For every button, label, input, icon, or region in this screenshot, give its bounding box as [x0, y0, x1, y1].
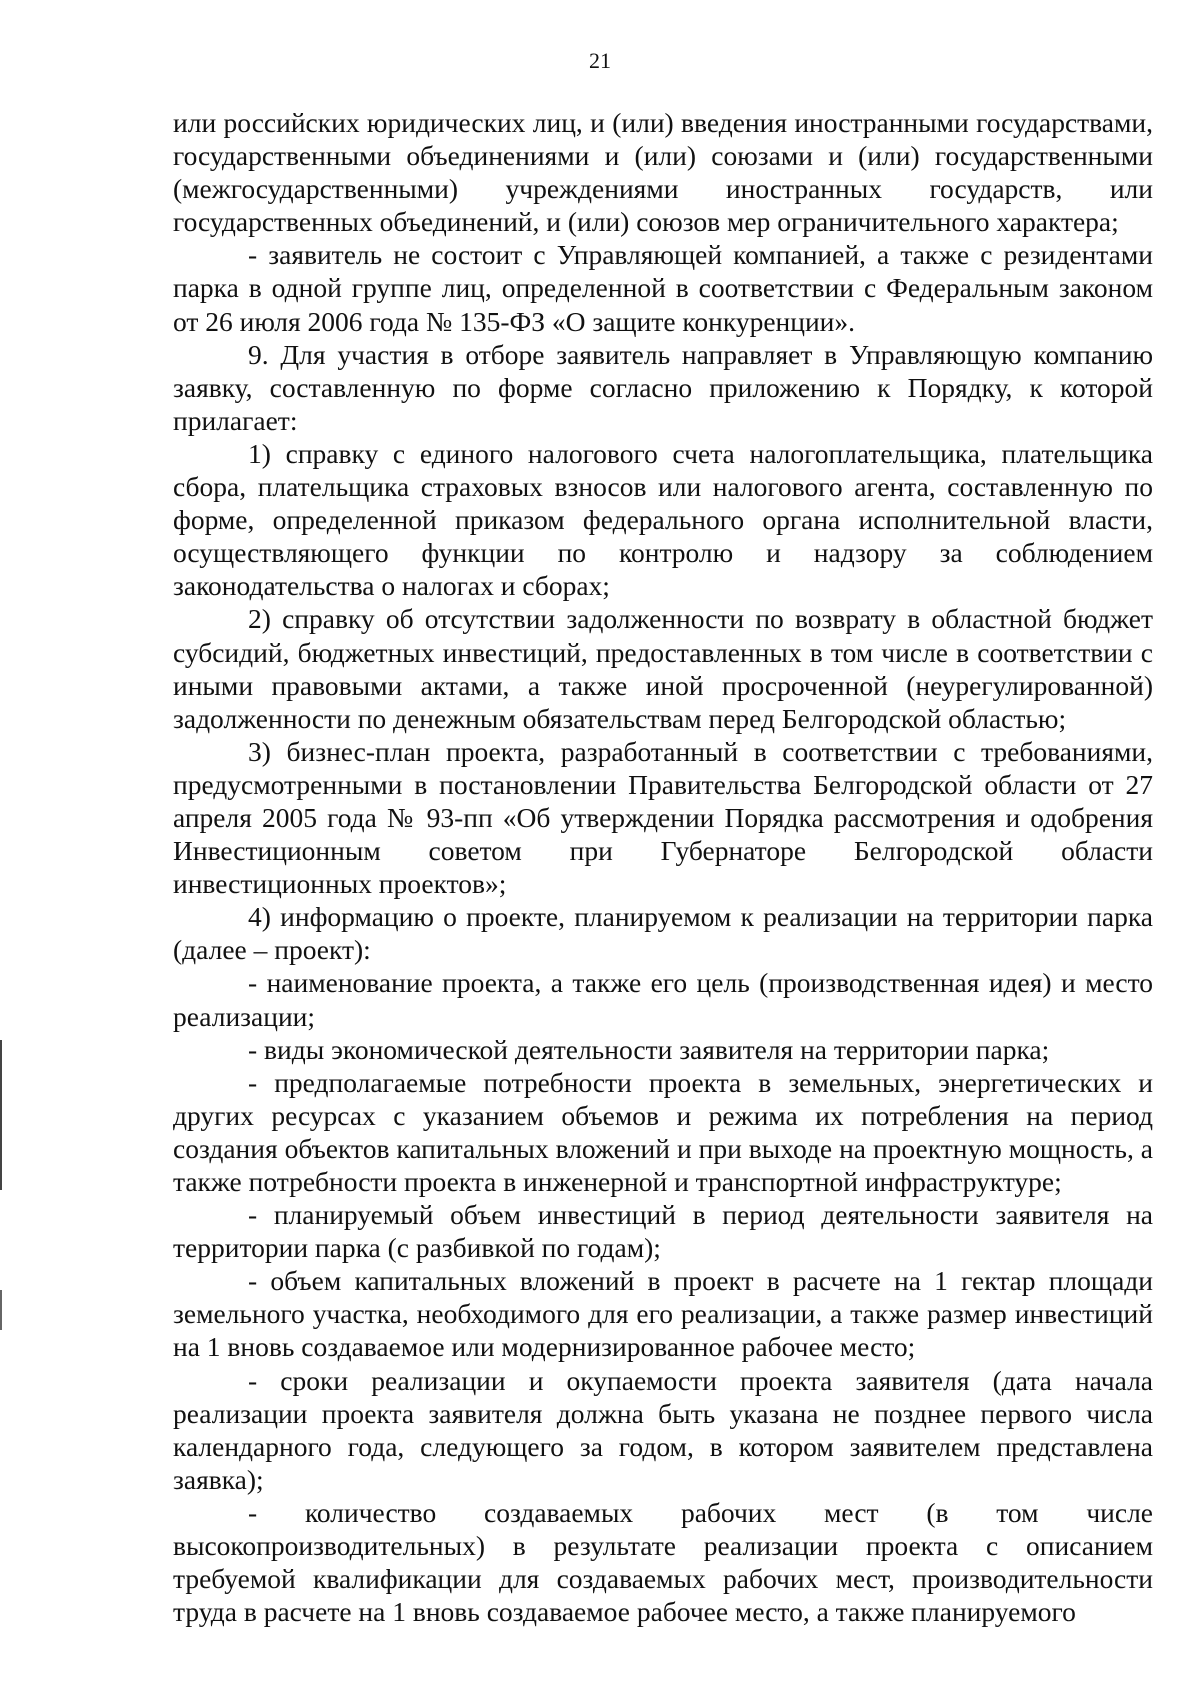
paragraph: 3) бизнес-план проекта, разработанный в соответствии с требованиями, предусмотренными в постановлении Правительства Белгородской области от 27 апреля 2005 года № 93-пп «Об утверждении Порядка рассмотрения и одобрения Инвестиционным советом при Губернаторе Белгородской области инвестиционных проектов»; — [173, 735, 1153, 900]
page-number: 21 — [589, 48, 611, 73]
scan-edge-line — [0, 1290, 2, 1330]
scan-edge-line — [0, 1040, 2, 1190]
paragraph: - сроки реализации и окупаемости проекта заявителя (дата начала реализации проекта заявителя должна быть указана не позднее первого числа календарного года, следующего за годом, в котором заявителем представлена заявка); — [173, 1364, 1153, 1495]
paragraph: 1) справку с единого налогового счета налогоплательщика, плательщика сбора, плательщика страховых взносов или налогового агента, составленную по форме, определенной приказом федерального органа исполнительной власти, осуществляющего функции по контролю и надзору за соблюдением законодательства о налогах и сборах; — [173, 437, 1153, 602]
paragraph: 4) информацию о проекте, планируемом к реализации на территории парка (далее – проект): — [173, 901, 1153, 966]
paragraph: - наименование проекта, а также его цель (производственная идея) и место реализации; — [173, 967, 1153, 1032]
paragraph: - виды экономической деятельности заявителя на территории парка; — [248, 1033, 1050, 1065]
paragraph: - объем капитальных вложений в проект в расчете на 1 гектар площади земельного участка, необходимого для его реализации, а также размер инвестиций на 1 вновь создаваемое или модернизированное рабочее место; — [173, 1265, 1153, 1363]
paragraph: - планируемый объем инвестиций в период деятельности заявителя на территории парка (с разбивкой по годам); — [173, 1199, 1153, 1264]
paragraph: 2) справку об отсутствии задолженности по возврату в областной бюджет субсидий, бюджетных инвестиций, предоставленных в том числе в соответствии с иными правовыми актами, а также иной просроченной (неурегулированной) задолженности по денежным обязательствам перед Белгородской областью; — [173, 603, 1153, 734]
paragraph: 9. Для участия в отборе заявитель направляет в Управляющую компанию заявку, составленную по форме согласно приложению к Порядку, к которой прилагает: — [173, 338, 1153, 436]
paragraph: - предполагаемые потребности проекта в земельных, энергетических и других ресурсах с указанием объемов и режима их потребления на период создания объектов капитальных вложений и при выходе на проектную мощность, а также потребности проекта в инженерной и транспортной инфраструктуре; — [173, 1066, 1153, 1197]
paragraph: или российских юридических лиц, и (или) введения иностранными государствами, государственными объединениями и (или) союзами и (или) государственными (межгосударственными) учреждениями иностранных государств, или государственных объединений, и (или) союзов мер ограничительного характера; — [173, 107, 1153, 238]
paragraph: - заявитель не состоит с Управляющей компанией, а также с резидентами парка в одной группе лиц, определенной в соответствии с Федеральным законом от 26 июля 2006 года № 135-ФЗ «О защите конкуренции». — [173, 239, 1153, 337]
document-body — [173, 106, 1153, 1628]
paragraph: - количество создаваемых рабочих мест (в том числе высокопроизводительных) в результате реализации проекта с описанием требуемой квалификации для создаваемых рабочих мест, производительности труда в расчете на 1 вновь создаваемое рабочее место, а также планируемого — [173, 1496, 1153, 1628]
